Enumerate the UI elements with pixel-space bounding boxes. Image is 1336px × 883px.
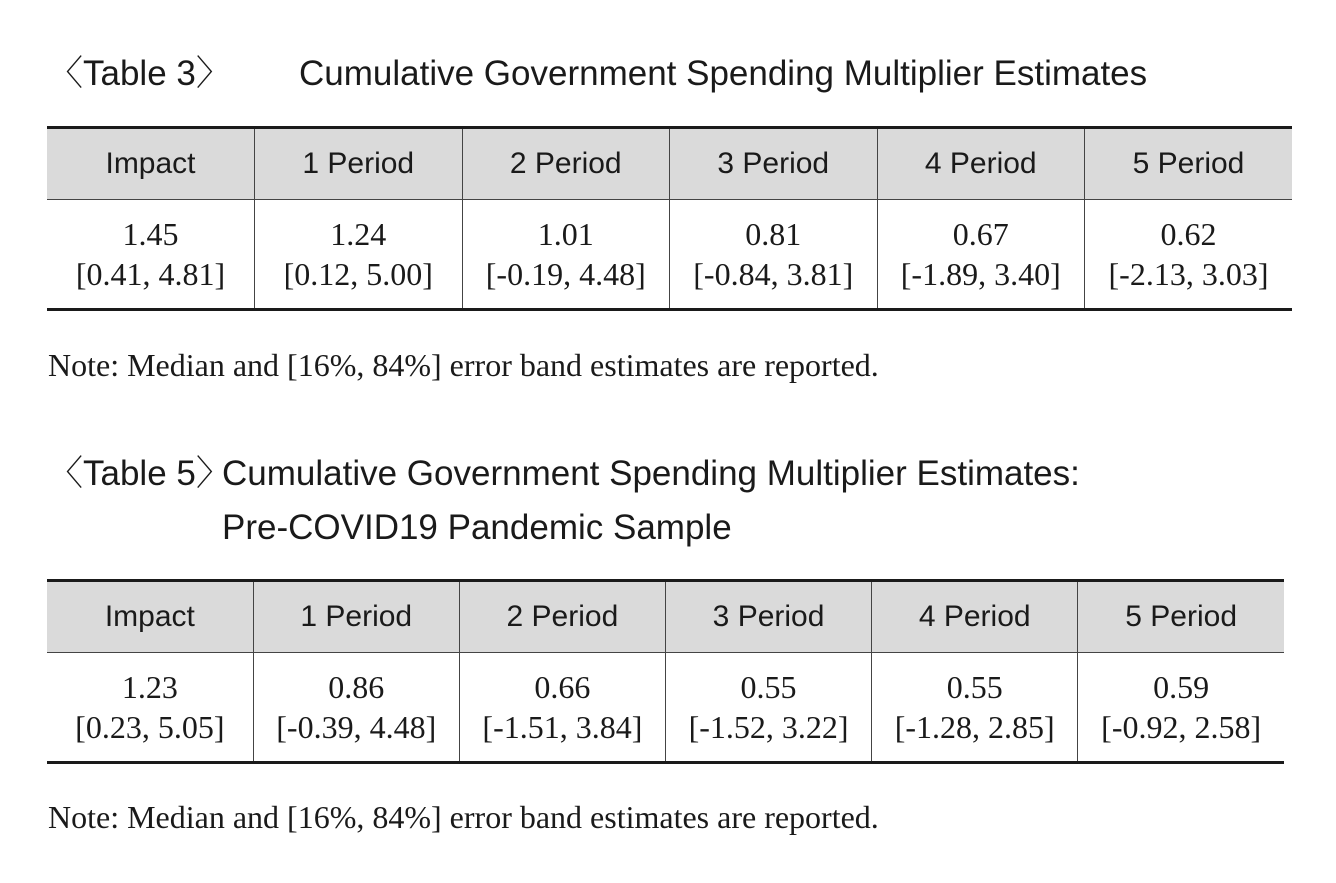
table-cell-3-period (670, 200, 878, 310)
column-header-1-period: 1 Period (255, 128, 463, 200)
table-cell-4-period (877, 200, 1085, 310)
median-value: 0.55 (946, 669, 1003, 705)
table-5-title-line-2: Pre-COVID19 Pandemic Sample (222, 508, 732, 547)
table-3-header-row (47, 128, 1292, 200)
table-5-note: Note: Median and [16%, 84%] error band estimates are reported. (48, 799, 879, 835)
table-cell-4-period (872, 653, 1078, 763)
column-header-4-period: 4 Period (872, 581, 1078, 653)
table-row (47, 200, 1292, 310)
error-band: [-0.92, 2.58] (1101, 709, 1262, 745)
table-3 (47, 126, 1292, 311)
table-cell-1-period (255, 200, 463, 310)
column-header-5-period: 5 Period (1085, 128, 1293, 200)
column-header-3-period: 3 Period (670, 128, 878, 200)
error-band: [-0.19, 4.48] (485, 256, 646, 292)
table-5-label: 〈Table 5〉 (48, 454, 231, 493)
table-cell-1-period (253, 653, 459, 763)
table-3-note: Note: Median and [16%, 84%] error band estimates are reported. (48, 347, 879, 383)
column-header-4-period: 4 Period (877, 128, 1085, 200)
column-header-impact: Impact (47, 581, 253, 653)
table-5-header-row (47, 581, 1284, 653)
error-band: [-1.28, 2.85] (894, 709, 1055, 745)
median-value: 1.01 (537, 216, 594, 252)
column-header-3-period: 3 Period (665, 581, 871, 653)
median-value: 0.55 (740, 669, 797, 705)
table-3-label: 〈Table 3〉 (48, 54, 231, 93)
error-band: [-1.89, 3.40] (900, 256, 1061, 292)
table-5-title-line-1: Cumulative Government Spending Multiplier Estimates: (222, 454, 1080, 493)
table-3-caption (48, 48, 1148, 100)
median-value: 0.59 (1153, 669, 1210, 705)
column-header-1-period: 1 Period (253, 581, 459, 653)
median-value: 0.62 (1160, 216, 1217, 252)
column-header-2-period: 2 Period (459, 581, 665, 653)
median-value: 0.86 (328, 669, 385, 705)
table-cell-5-period (1085, 200, 1293, 310)
error-band: [-2.13, 3.03] (1108, 256, 1269, 292)
table-3-title: Cumulative Government Spending Multiplier Estimates (299, 54, 1148, 93)
column-header-5-period: 5 Period (1078, 581, 1284, 653)
median-value: 0.66 (534, 669, 591, 705)
error-band: [-1.52, 3.22] (688, 709, 849, 745)
column-header-2-period: 2 Period (462, 128, 670, 200)
median-value: 1.23 (121, 669, 178, 705)
table-cell-3-period (665, 653, 871, 763)
error-band: [-0.84, 3.81] (693, 256, 854, 292)
table-5 (47, 579, 1284, 764)
table-cell-impact (47, 653, 253, 763)
error-band: [0.41, 4.81] (75, 256, 226, 292)
table-row (47, 653, 1284, 763)
error-band: [0.12, 5.00] (283, 256, 433, 292)
table-5-caption (48, 448, 1080, 547)
error-band: [0.23, 5.05] (75, 709, 225, 745)
median-value: 0.81 (745, 216, 802, 252)
median-value: 1.24 (330, 216, 387, 252)
median-value: 1.45 (122, 216, 179, 252)
error-band: [-0.39, 4.48] (276, 709, 437, 745)
table-cell-2-period (459, 653, 665, 763)
median-value: 0.67 (952, 216, 1009, 252)
table-cell-impact (47, 200, 255, 310)
table-cell-2-period (462, 200, 670, 310)
error-band: [-1.51, 3.84] (482, 709, 643, 745)
column-header-impact: Impact (47, 128, 255, 200)
table-cell-5-period (1078, 653, 1284, 763)
